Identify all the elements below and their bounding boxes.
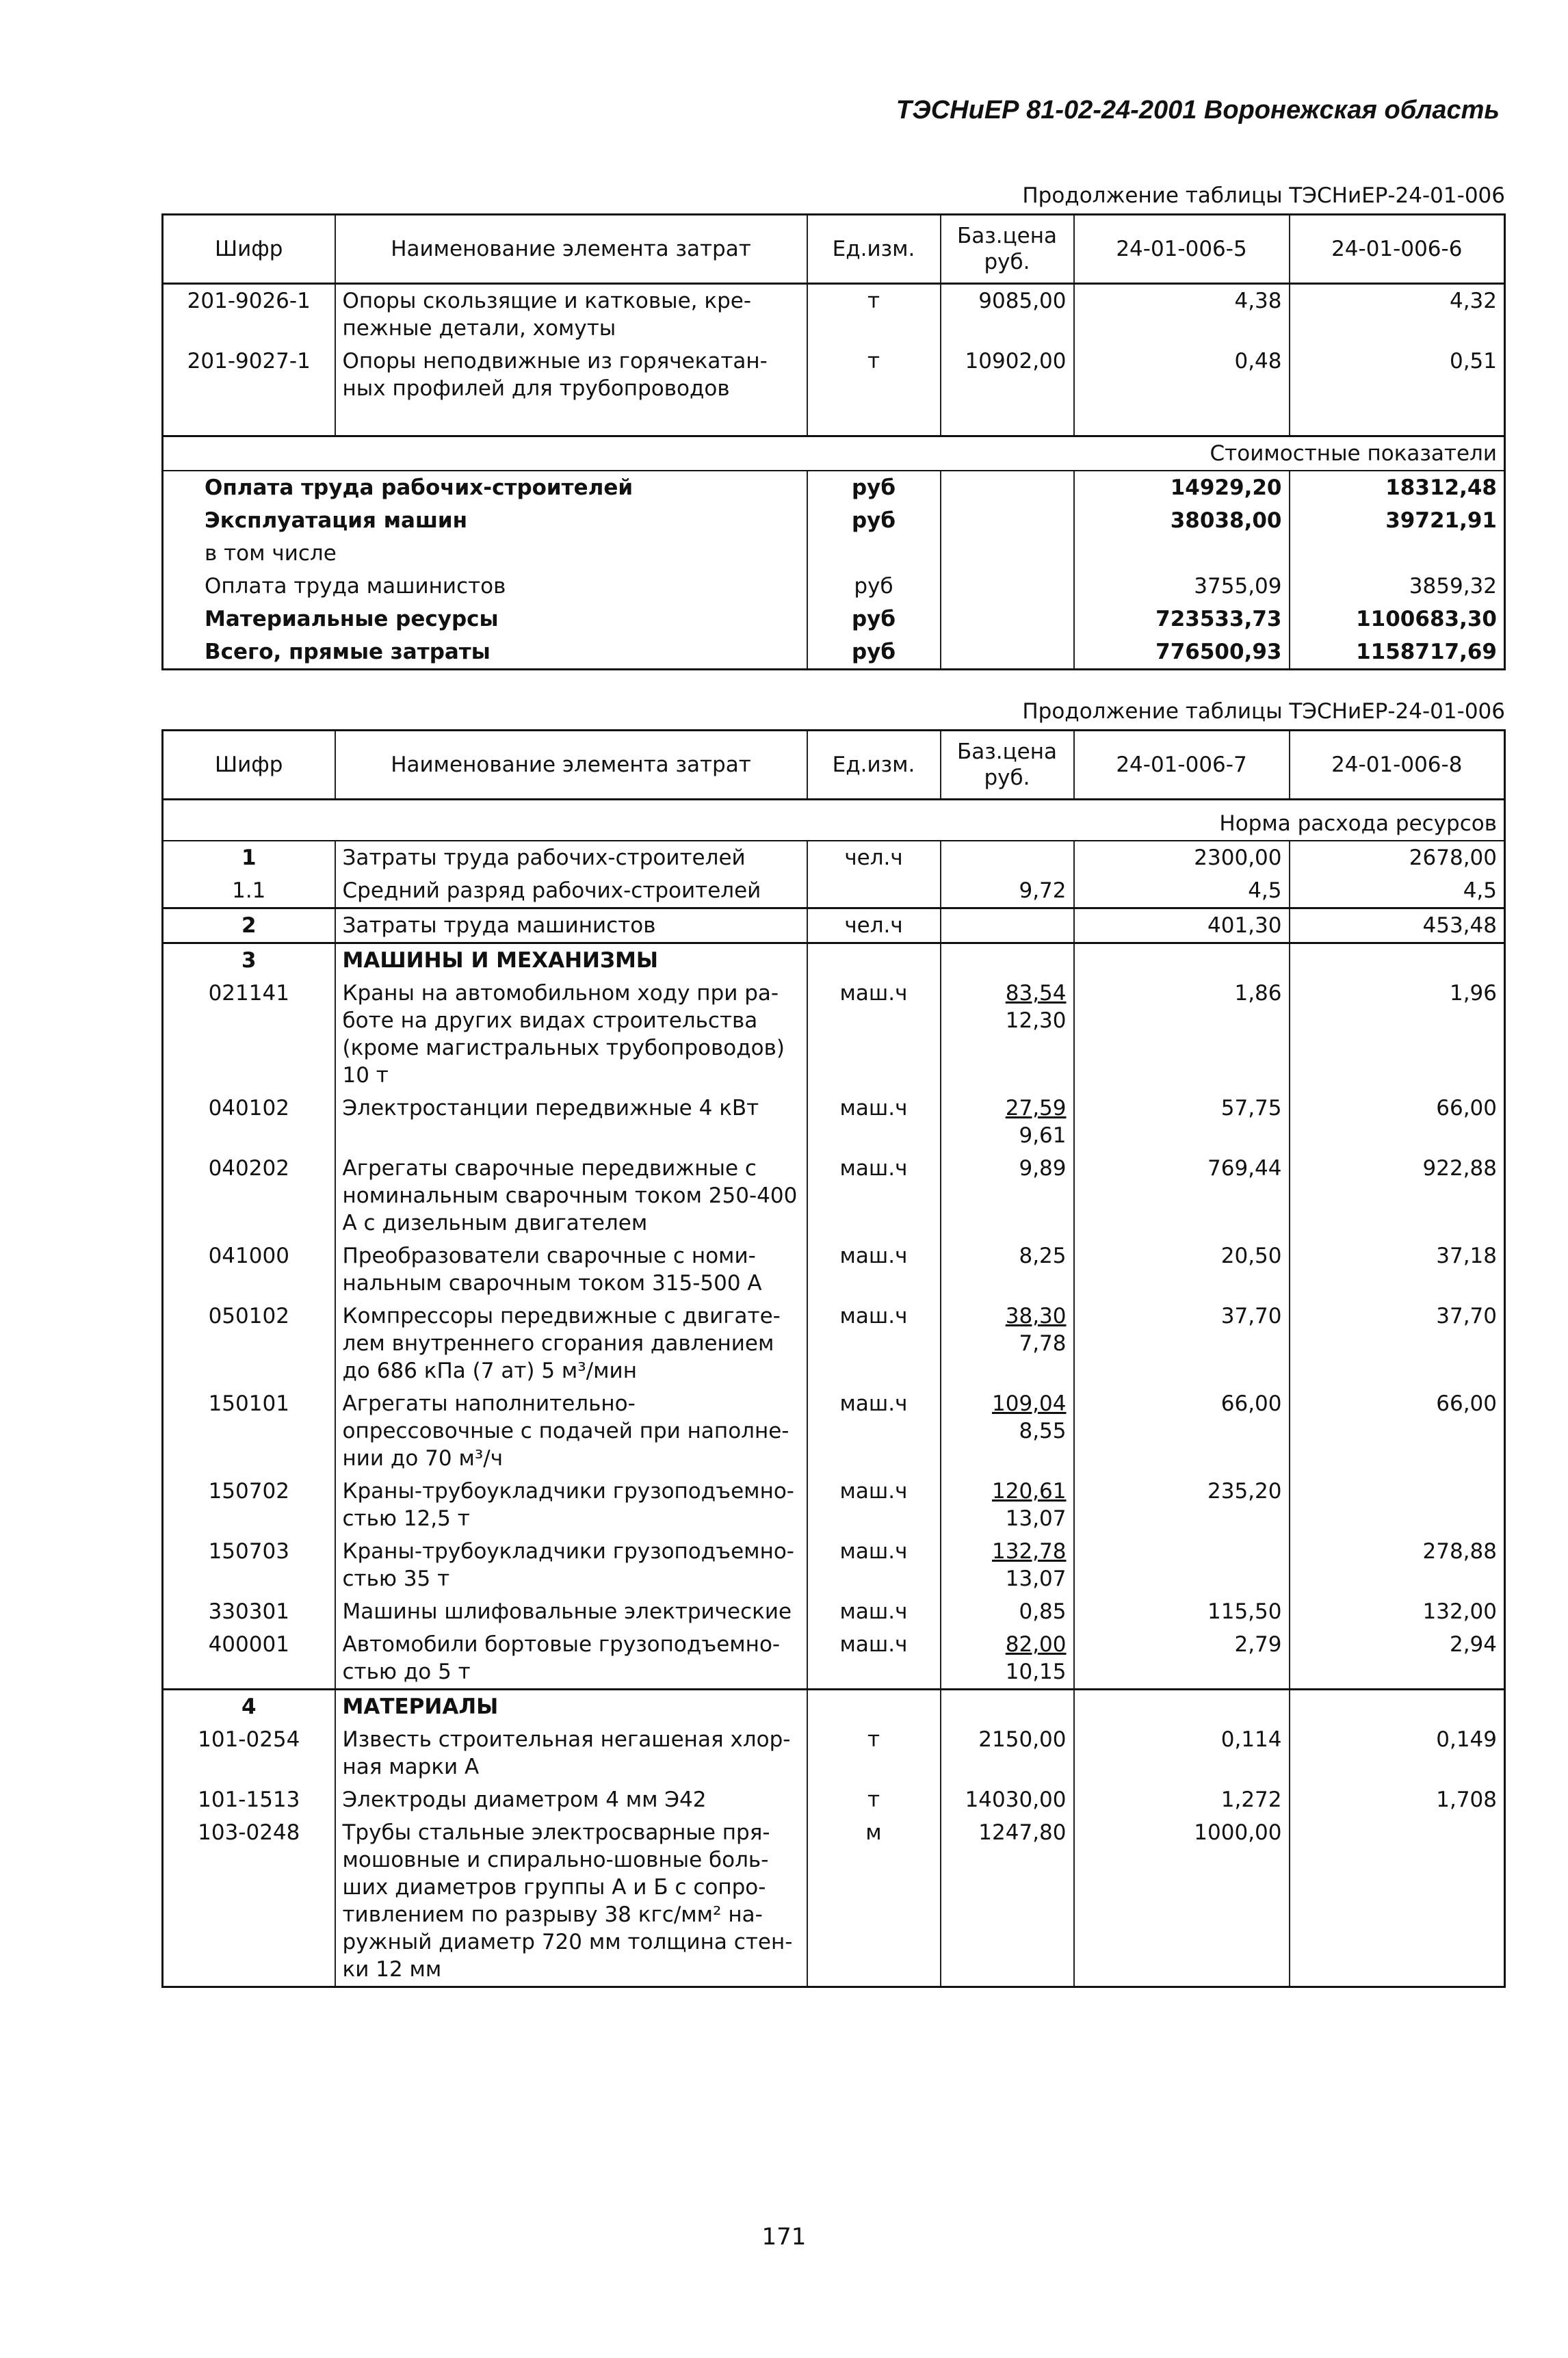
table-row: [163, 1783, 1505, 1816]
col-header-price: Баз.цена руб.: [941, 215, 1074, 284]
cost-value-1: 723533,73: [1074, 603, 1290, 636]
resource-norm-value-2: [1290, 1816, 1505, 1987]
resource-norm-value-1: 4,38: [1074, 284, 1290, 345]
table1-header-row: [163, 215, 1505, 284]
cost-indicators-band: [163, 436, 1505, 471]
resource-unit: маш.ч: [807, 977, 941, 1092]
base-price-value: 109,04: [992, 1391, 1067, 1416]
resource-name: МАШИНЫ И МЕХАНИЗМЫ: [335, 943, 807, 978]
resource-unit: т: [807, 1723, 941, 1783]
cost-value-1: 14929,20: [1074, 471, 1290, 504]
resource-code: 150101: [163, 1387, 335, 1475]
resource-base-price: [941, 977, 1074, 1092]
resource-norm-value-1: 1000,00: [1074, 1816, 1290, 1987]
table-row: [163, 1152, 1505, 1240]
cost-name: Эксплуатация машин: [163, 504, 807, 537]
norm-band: [163, 800, 1505, 841]
col-header-norm-7: 24-01-006-7: [1074, 731, 1290, 800]
resource-norm-value-2: [1290, 1475, 1505, 1535]
table-row: [163, 345, 1505, 405]
resource-name: Машины шлифовальные электрические: [335, 1595, 807, 1628]
base-price-value: 82,00: [1005, 1632, 1067, 1657]
col-header-norm-8: 24-01-006-8: [1290, 731, 1505, 800]
spacer-cell: [335, 405, 807, 436]
resource-norm-value-2: [1290, 1690, 1505, 1724]
resource-norm-value-1: 769,44: [1074, 1152, 1290, 1240]
cost-row: [163, 603, 1505, 636]
spacer-cell: [1074, 405, 1290, 436]
table-row: [163, 1595, 1505, 1628]
resource-unit: т: [807, 284, 941, 345]
resource-norm-value-1: 2300,00: [1074, 841, 1290, 874]
resource-norm-value-1: 2,79: [1074, 1628, 1290, 1690]
resource-code: 1.1: [163, 874, 335, 908]
resource-code: 2: [163, 908, 335, 943]
resource-code: 101-0254: [163, 1723, 335, 1783]
resource-norm-value-1: 20,50: [1074, 1240, 1290, 1300]
spacer-cell: [807, 405, 941, 436]
norm-band-label: Норма расхода ресурсов: [163, 800, 1505, 841]
resource-name: Затраты труда машинистов: [335, 908, 807, 943]
resource-norm-value-1: 1,86: [1074, 977, 1290, 1092]
table-row: [163, 943, 1505, 978]
resource-unit: т: [807, 345, 941, 405]
resource-base-price: [941, 908, 1074, 943]
col-header-code: Шифр: [163, 215, 335, 284]
table-row: [163, 977, 1505, 1092]
spacer-row: [163, 405, 1505, 436]
resource-name: Электростанции передвижные 4 кВт: [335, 1092, 807, 1152]
resource-unit: [807, 874, 941, 908]
resource-base-price: 9085,00: [941, 284, 1074, 345]
resource-norm-value-2: 2,94: [1290, 1628, 1505, 1690]
resource-name: Краны-трубоукладчики грузоподъемно-стью 12,5 т: [335, 1475, 807, 1535]
base-price-value: 83,54: [1005, 981, 1067, 1006]
cost-value-1: 3755,09: [1074, 570, 1290, 603]
resource-unit: чел.ч: [807, 841, 941, 874]
resource-base-price: [941, 1092, 1074, 1152]
table-row: [163, 908, 1505, 943]
resource-norm-value-2: 1,96: [1290, 977, 1505, 1092]
col-header-unit: Ед.изм.: [807, 215, 941, 284]
base-price-value: 120,61: [992, 1479, 1067, 1504]
machinist-wage-value: 8,55: [1019, 1419, 1067, 1443]
resource-norm-value-2: 37,18: [1290, 1240, 1505, 1300]
resource-code: 4: [163, 1690, 335, 1724]
resource-name: Агрегаты сварочные передвижные с номинальным сварочным током 250-400 А с дизельным двигателем: [335, 1152, 807, 1240]
table-row: [163, 1690, 1505, 1724]
base-price-value: 14030,00: [965, 1787, 1067, 1812]
base-price-value: 1247,80: [978, 1820, 1067, 1845]
resource-unit: маш.ч: [807, 1240, 941, 1300]
table-row: [163, 1092, 1505, 1152]
resource-base-price: [941, 1690, 1074, 1724]
resource-norm-value-2: 922,88: [1290, 1152, 1505, 1240]
cost-base-price: [941, 603, 1074, 636]
resource-code: 103-0248: [163, 1816, 335, 1987]
resource-code: 021141: [163, 977, 335, 1092]
base-price-value: 132,78: [992, 1539, 1067, 1564]
resource-code: 201-9027-1: [163, 345, 335, 405]
resource-unit: маш.ч: [807, 1387, 941, 1475]
resource-name: Затраты труда рабочих-строителей: [335, 841, 807, 874]
cost-row: [163, 537, 1505, 570]
resource-norm-value-1: [1074, 1535, 1290, 1595]
table1-continuation-caption: Продолжение таблицы ТЭСНиЕР-24-01-006: [1022, 183, 1505, 208]
resource-base-price: [941, 1723, 1074, 1783]
resource-name: Известь строительная негашеная хлор-ная марки А: [335, 1723, 807, 1783]
resource-norm-value-1: 37,70: [1074, 1300, 1290, 1387]
col-header-norm-6: 24-01-006-6: [1290, 215, 1505, 284]
resource-base-price: [941, 943, 1074, 978]
cost-base-price: [941, 537, 1074, 570]
cost-unit: руб: [807, 603, 941, 636]
cost-unit: руб: [807, 570, 941, 603]
col-header-code: Шифр: [163, 731, 335, 800]
resource-norm-value-2: 66,00: [1290, 1092, 1505, 1152]
resource-unit: маш.ч: [807, 1475, 941, 1535]
resource-unit: маш.ч: [807, 1300, 941, 1387]
table-row: [163, 1723, 1505, 1783]
resource-base-price: [941, 1535, 1074, 1595]
resource-unit: т: [807, 1783, 941, 1816]
cost-base-price: [941, 504, 1074, 537]
cost-name: Оплата труда рабочих-строителей: [163, 471, 807, 504]
resource-norm-value-1: 0,114: [1074, 1723, 1290, 1783]
document-header-title: ТЭСНиЕР 81-02-24-2001 Воронежская область: [896, 96, 1500, 125]
cost-value-1: 776500,93: [1074, 636, 1290, 670]
table-row: [163, 1300, 1505, 1387]
table-row: [163, 1240, 1505, 1300]
table1: [161, 213, 1506, 670]
resource-name: Опоры скользящие и катковые, кре-пежные детали, хомуты: [335, 284, 807, 345]
resource-unit: маш.ч: [807, 1092, 941, 1152]
col-header-norm-5: 24-01-006-5: [1074, 215, 1290, 284]
cost-row: [163, 636, 1505, 670]
cost-value-2: 18312,48: [1290, 471, 1505, 504]
resource-name: Автомобили бортовые грузоподъемно-стью до 5 т: [335, 1628, 807, 1690]
resource-name: Трубы стальные электросварные пря-мошовные и спирально-шовные боль-ших диаметров группы А и Б с сопро-тивлением по разрыву 38 кгс/мм² на-ружный диаметр 720 мм толщина стен-ки 12 мм: [335, 1816, 807, 1987]
resource-base-price: [941, 1816, 1074, 1987]
resource-code: 040202: [163, 1152, 335, 1240]
resource-unit: маш.ч: [807, 1628, 941, 1690]
resource-name: Агрегаты наполнительно-опрессовочные с подачей при наполне-нии до 70 м³/ч: [335, 1387, 807, 1475]
table-row: [163, 1628, 1505, 1690]
col-header-unit: Ед.изм.: [807, 731, 941, 800]
base-price-value: 9,89: [1019, 1156, 1067, 1181]
resource-base-price: [941, 1152, 1074, 1240]
cost-value-2: 1158717,69: [1290, 636, 1505, 670]
resource-code: 3: [163, 943, 335, 978]
resource-norm-value-2: 0,149: [1290, 1723, 1505, 1783]
machinist-wage-value: 10,15: [1005, 1660, 1067, 1684]
cost-row: [163, 471, 1505, 504]
resource-norm-value-1: [1074, 1690, 1290, 1724]
table-row: [163, 1475, 1505, 1535]
table-row: [163, 1387, 1505, 1475]
resource-base-price: [941, 1300, 1074, 1387]
base-price-value: 0,85: [1019, 1599, 1067, 1624]
cost-row: [163, 504, 1505, 537]
base-price-value: 27,59: [1005, 1096, 1067, 1121]
resource-norm-value-2: 1,708: [1290, 1783, 1505, 1816]
resource-name: Компрессоры передвижные с двигате-лем внутреннего сгорания давлением до 686 кПа (7 ат) 5 м³/мин: [335, 1300, 807, 1387]
resource-unit: маш.ч: [807, 1595, 941, 1628]
resource-name: Опоры неподвижные из горячекатан-ных профилей для трубопроводов: [335, 345, 807, 405]
spacer-cell: [163, 405, 335, 436]
col-header-name: Наименование элемента затрат: [335, 215, 807, 284]
resource-norm-value-2: 0,51: [1290, 345, 1505, 405]
resource-code: 150703: [163, 1535, 335, 1595]
resource-base-price: 10902,00: [941, 345, 1074, 405]
resource-code: 1: [163, 841, 335, 874]
resource-code: 201-9026-1: [163, 284, 335, 345]
cost-value-1: 38038,00: [1074, 504, 1290, 537]
table-row: [163, 874, 1505, 908]
resource-name: Краны-трубоукладчики грузоподъемно-стью 35 т: [335, 1535, 807, 1595]
resource-norm-value-2: 278,88: [1290, 1535, 1505, 1595]
base-price-value: 38,30: [1005, 1304, 1067, 1328]
resource-norm-value-2: 37,70: [1290, 1300, 1505, 1387]
resource-base-price: [941, 1595, 1074, 1628]
resource-unit: чел.ч: [807, 908, 941, 943]
resource-base-price: [941, 874, 1074, 908]
cost-value-1: [1074, 537, 1290, 570]
machinist-wage-value: 13,07: [1005, 1506, 1067, 1531]
resource-base-price: [941, 1387, 1074, 1475]
resource-norm-value-2: 4,5: [1290, 874, 1505, 908]
resource-code: 040102: [163, 1092, 335, 1152]
table-row: [163, 1816, 1505, 1987]
col-header-name: Наименование элемента затрат: [335, 731, 807, 800]
base-price-value: 9,72: [1019, 878, 1067, 903]
resource-norm-value-1: 235,20: [1074, 1475, 1290, 1535]
cost-base-price: [941, 471, 1074, 504]
resource-base-price: [941, 841, 1074, 874]
resource-code: 400001: [163, 1628, 335, 1690]
resource-norm-value-1: 115,50: [1074, 1595, 1290, 1628]
machinist-wage-value: 9,61: [1019, 1123, 1067, 1148]
resource-norm-value-1: 1,272: [1074, 1783, 1290, 1816]
resource-code: 041000: [163, 1240, 335, 1300]
resource-name: Электроды диаметром 4 мм Э42: [335, 1783, 807, 1816]
resource-name: Средний разряд рабочих-строителей: [335, 874, 807, 908]
cost-value-2: 39721,91: [1290, 504, 1505, 537]
cost-indicators-label: Стоимостные показатели: [163, 436, 1505, 471]
cost-unit: руб: [807, 504, 941, 537]
base-price-value: 8,25: [1019, 1244, 1067, 1268]
table-row: [163, 1535, 1505, 1595]
spacer-cell: [941, 405, 1074, 436]
cost-name: Оплата труда машинистов: [163, 570, 807, 603]
resource-code: 330301: [163, 1595, 335, 1628]
cost-base-price: [941, 636, 1074, 670]
resource-unit: [807, 1690, 941, 1724]
resource-base-price: [941, 1475, 1074, 1535]
resource-norm-value-2: 132,00: [1290, 1595, 1505, 1628]
cost-base-price: [941, 570, 1074, 603]
resource-unit: маш.ч: [807, 1535, 941, 1595]
resource-norm-value-1: [1074, 943, 1290, 978]
resource-norm-value-1: 66,00: [1074, 1387, 1290, 1475]
resource-code: 150702: [163, 1475, 335, 1535]
resource-norm-value-1: 0,48: [1074, 345, 1290, 405]
cost-unit: [807, 537, 941, 570]
resource-norm-value-2: 4,32: [1290, 284, 1505, 345]
resource-norm-value-1: 401,30: [1074, 908, 1290, 943]
resource-norm-value-1: 57,75: [1074, 1092, 1290, 1152]
page-number: 171: [761, 2223, 807, 2251]
resource-norm-value-2: 66,00: [1290, 1387, 1505, 1475]
resource-norm-value-2: 2678,00: [1290, 841, 1505, 874]
resource-norm-value-2: [1290, 943, 1505, 978]
cost-name: в том числе: [163, 537, 807, 570]
spacer-cell: [1290, 405, 1505, 436]
cost-unit: руб: [807, 636, 941, 670]
resource-name: Преобразователи сварочные с номи-нальным сварочным током 315-500 А: [335, 1240, 807, 1300]
table2-continuation-caption: Продолжение таблицы ТЭСНиЕР-24-01-006: [1022, 699, 1505, 724]
col-header-price: Баз.цена руб.: [941, 731, 1074, 800]
cost-unit: руб: [807, 471, 941, 504]
base-price-value: 2150,00: [978, 1727, 1067, 1752]
table2-header-row: [163, 731, 1505, 800]
cost-name: Всего, прямые затраты: [163, 636, 807, 670]
resource-base-price: [941, 1240, 1074, 1300]
resource-name: Краны на автомобильном ходу при ра-боте на других видах строительства (кроме магистральных трубопроводов) 10 т: [335, 977, 807, 1092]
resource-base-price: [941, 1628, 1074, 1690]
cost-row: [163, 570, 1505, 603]
table-row: [163, 284, 1505, 345]
resource-code: 050102: [163, 1300, 335, 1387]
machinist-wage-value: 12,30: [1005, 1008, 1067, 1033]
cost-value-2: 1100683,30: [1290, 603, 1505, 636]
resource-norm-value-1: 4,5: [1074, 874, 1290, 908]
resource-unit: маш.ч: [807, 1152, 941, 1240]
resource-code: 101-1513: [163, 1783, 335, 1816]
cost-value-2: [1290, 537, 1505, 570]
cost-value-2: 3859,32: [1290, 570, 1505, 603]
cost-name: Материальные ресурсы: [163, 603, 807, 636]
table2: [161, 729, 1506, 1988]
resource-unit: м: [807, 1816, 941, 1987]
machinist-wage-value: 7,78: [1019, 1331, 1067, 1356]
resource-base-price: [941, 1783, 1074, 1816]
resource-name: МАТЕРИАЛЫ: [335, 1690, 807, 1724]
table-row: [163, 841, 1505, 874]
resource-norm-value-2: 453,48: [1290, 908, 1505, 943]
machinist-wage-value: 13,07: [1005, 1567, 1067, 1591]
resource-unit: [807, 943, 941, 978]
